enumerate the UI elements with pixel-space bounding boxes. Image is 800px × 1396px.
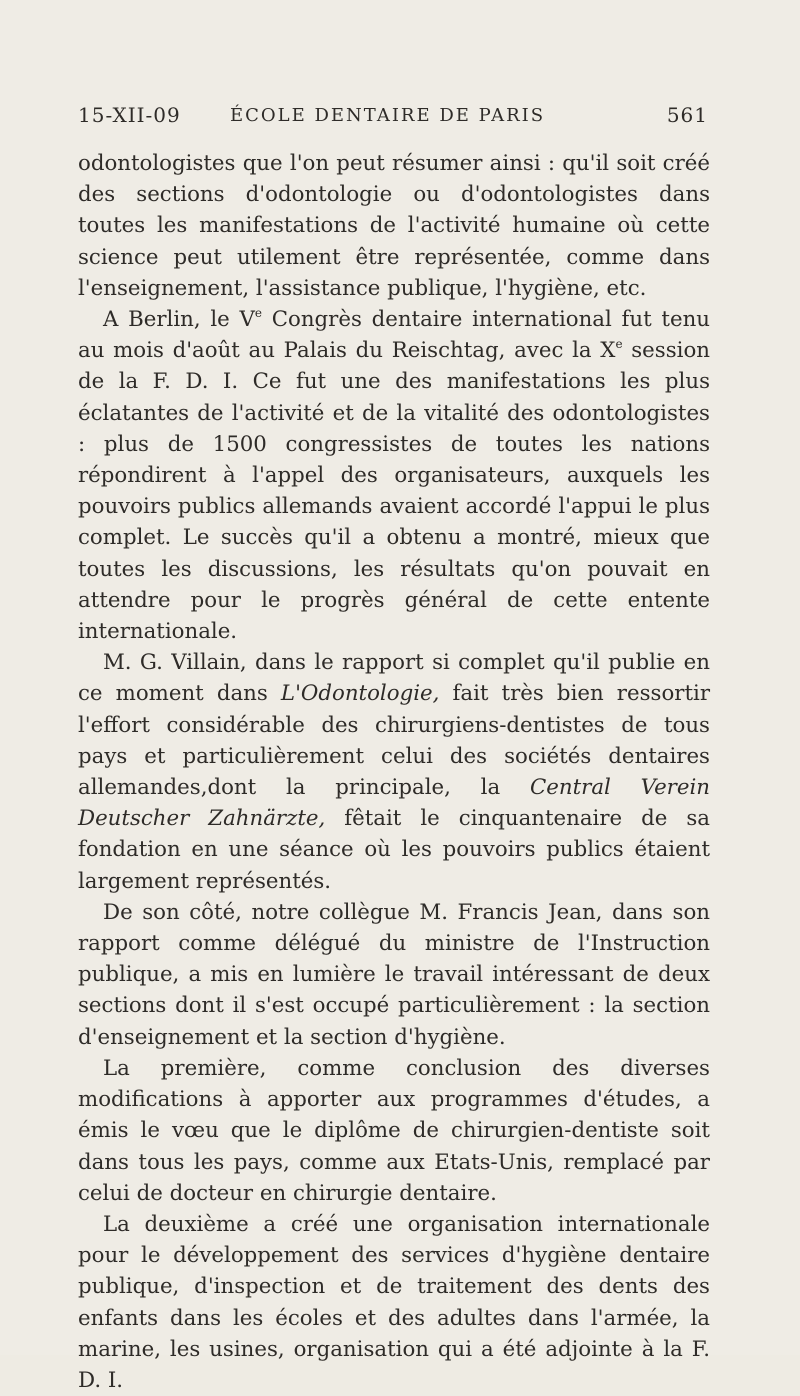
paragraph-4 bbox=[78, 897, 710, 1053]
issue-date: 15-XII-09 bbox=[78, 103, 181, 127]
paragraph-3-text-c: fêtait le cinquantenaire de sa fondation en une séance où les pouvoirs publics étaient largement représentés. bbox=[78, 806, 710, 894]
paragraph-6-text: La deuxième a créé une organisation internationale pour le développement des services d'hygiène dentaire publique, d'inspection et de traitement des dents des enfants dans les écoles et des adultes dans l'armée, la marine, les usines, organisation qui a été adjointe à la F. D. I. bbox=[78, 1211, 710, 1393]
journal-reference: L'Odontologie, bbox=[280, 681, 440, 707]
paragraph-5 bbox=[78, 1053, 710, 1209]
running-head bbox=[78, 103, 708, 133]
paragraph-5-text: La première, comme conclusion des diverses modifications à apporter aux programmes d'études, a émis le vœu que le diplôme de chirurgien-dentiste soit dans tous les pays, comme aux Etats-Unis, remplacé par celui de docteur en chirurgie dentaire. bbox=[78, 1055, 710, 1206]
paragraph-2 bbox=[78, 304, 710, 647]
paragraph-4-text: De son côté, notre collègue M. Francis Jean, dans son rapport comme délégué du ministre de l'Instruction publique, a mis en lumière le travail intéressant de deux sections dont il s'est occupé particulièrement : la section d'enseignement et la section d'hygiène. bbox=[78, 899, 710, 1050]
paragraph-3 bbox=[78, 647, 710, 897]
paragraph-1-text: odontologistes que l'on peut résumer ainsi : qu'il soit créé des sections d'odontologie ou d'odontologistes dans toutes les manifestations de l'activité humaine où cette science peut utilement être représentée, comme dans l'enseignement, l'assistance publique, l'hygiène, etc. bbox=[78, 151, 710, 301]
article-body bbox=[78, 148, 710, 1396]
paragraph-1 bbox=[78, 148, 710, 304]
superscript-e: e bbox=[254, 306, 262, 321]
page-number: 561 bbox=[666, 103, 708, 127]
paragraph-6 bbox=[78, 1209, 710, 1396]
paragraph-3-text-b: fait très bien ressortir l'effort considérable des chirurgiens-dentistes de tous pays et particulièrement celui des sociétés dentaires allemandes,dont la principale, la bbox=[78, 681, 710, 801]
paragraph-2-text-c: session de la F. D. I. Ce fut une des manifestations les plus éclatantes de l'activité et de la vitalité des odontologistes : plus de 1500 congressistes de toutes les nations répondirent à l'appel des organisateurs, auxquels les pouvoirs publics allemands avaient accordé l'appui le plus complet. Le succès qu'il a obtenu a montré, mieux que toutes les discussions, les résultats qu'on pouvait en attendre pour le progrès général de cette entente internationale. bbox=[78, 338, 710, 645]
journal-title: ÉCOLE DENTAIRE DE PARIS bbox=[230, 105, 546, 126]
society-name: Central Verein Deutscher Zahnärzte, bbox=[78, 775, 710, 832]
paragraph-2-text-b: Congrès dentaire international fut tenu au mois d'août au Palais du Reischtag, avec la X bbox=[78, 307, 711, 364]
paragraph-3-text-a: M. G. Villain, dans le rapport si complet qu'il publie en ce moment dans bbox=[78, 650, 710, 707]
paragraph-2-text-a: A Berlin, le V bbox=[103, 307, 255, 333]
superscript-e: e bbox=[615, 337, 623, 352]
